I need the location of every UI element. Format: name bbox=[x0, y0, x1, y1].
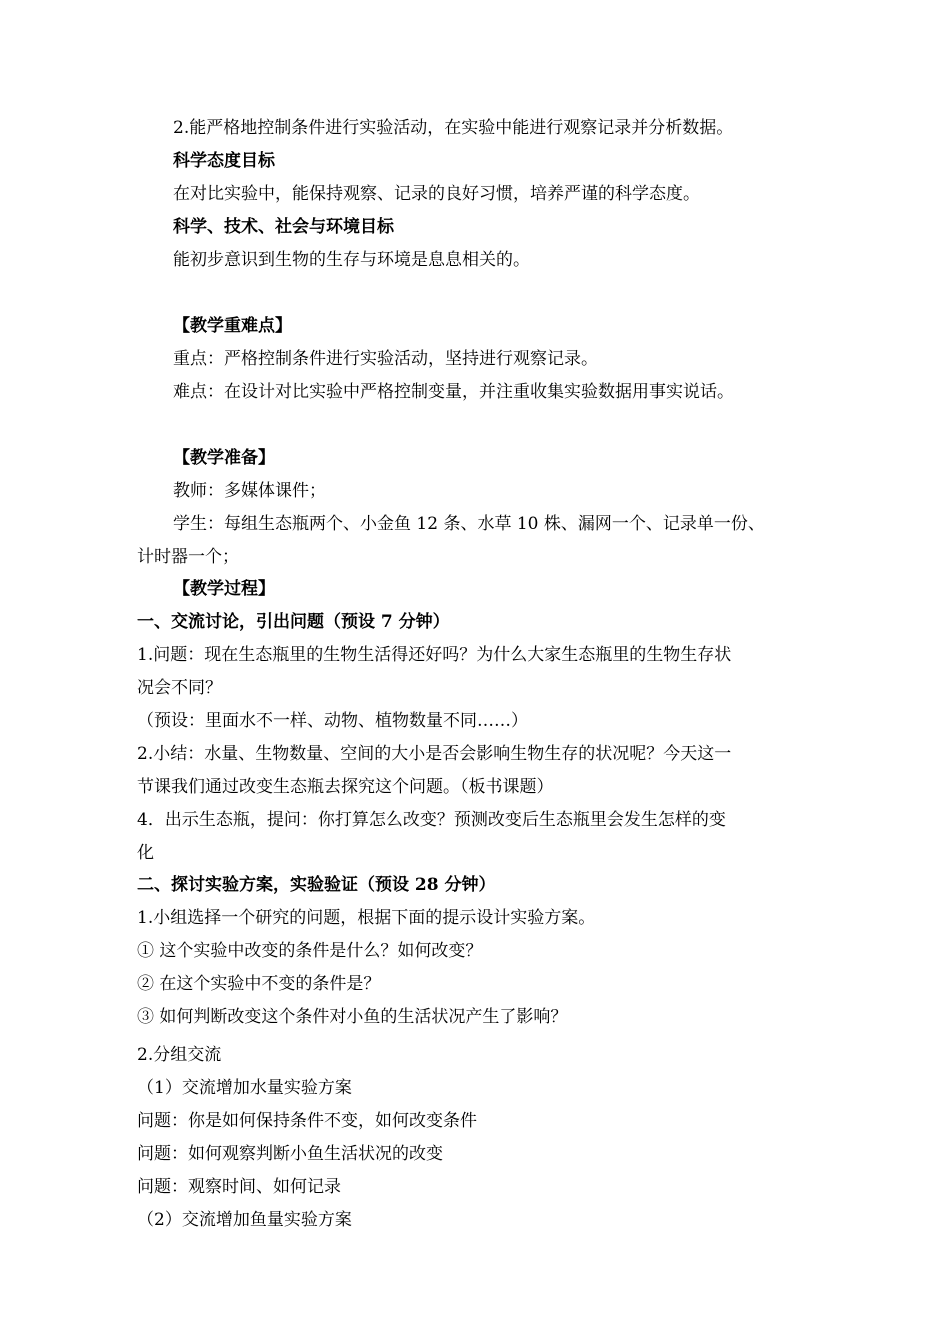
preparation-student-line1: 学生：每组生态瓶两个、小金鱼 12 条、水草 10 株、漏网一个、记录单一份、 bbox=[173, 514, 765, 534]
attitude-objective-title: 科学态度目标 bbox=[173, 151, 275, 171]
section2-heading: 二、探讨实验方案，实验验证（预设 28 分钟） bbox=[137, 875, 496, 895]
attitude-objective-text: 在对比实验中，能保持观察、记录的良好习惯，培养严谨的科学态度。 bbox=[173, 184, 700, 204]
section1-summary-line2: 节课我们通过改变生态瓶去探究这个问题。（板书课题） bbox=[137, 777, 554, 797]
section2-step1: 1.小组选择一个研究的问题，根据下面的提示设计实验方案。 bbox=[137, 908, 596, 928]
section1-heading: 一、交流讨论，引出问题（预设 7 分钟） bbox=[137, 612, 450, 632]
section2-question-a: 问题：你是如何保持条件不变，如何改变条件 bbox=[137, 1111, 477, 1131]
section2-question-c: 问题：观察时间、如何记录 bbox=[137, 1177, 341, 1197]
section2-plan1: （1）交流增加水量实验方案 bbox=[137, 1078, 352, 1098]
key-point-focus: 重点：严格控制条件进行实验活动，坚持进行观察记录。 bbox=[173, 349, 598, 369]
sts-objective-text: 能初步意识到生物的生存与环境是息息相关的。 bbox=[173, 250, 530, 270]
section2-hint2: ② 在这个实验中不变的条件是？ bbox=[137, 974, 381, 994]
key-point-difficulty: 难点：在设计对比实验中严格控制变量，并注重收集实验数据用事实说话。 bbox=[173, 382, 734, 402]
section2-hint1: ① 这个实验中改变的条件是什么？如何改变？ bbox=[137, 941, 483, 961]
sts-objective-title: 科学、技术、社会与环境目标 bbox=[173, 217, 394, 237]
section1-summary-line1: 2.小结：水量、生物数量、空间的大小是否会影响生物生存的状况呢？今天这一 bbox=[137, 744, 732, 764]
section2-plan2: （2）交流增加鱼量实验方案 bbox=[137, 1210, 352, 1230]
section2-question-b: 问题：如何观察判断小鱼生活状况的改变 bbox=[137, 1144, 443, 1164]
section2-hint3: ③ 如何判断改变这个条件对小鱼的生活状况产生了影响？ bbox=[137, 1007, 568, 1027]
objective-skill-2: 2.能严格地控制条件进行实验活动，在实验中能进行观察记录并分析数据。 bbox=[173, 118, 734, 138]
section1-q4-line1: 4．出示生态瓶，提问：你打算怎么改变？预测改变后生态瓶里会发生怎样的变 bbox=[137, 810, 726, 830]
section1-q4-line2: 化 bbox=[137, 843, 154, 863]
section2-step2: 2.分组交流 bbox=[137, 1045, 222, 1065]
process-title: 【教学过程】 bbox=[173, 579, 275, 599]
preparation-student-line2: 计时器一个； bbox=[137, 547, 239, 567]
section1-preset: （预设：里面水不一样、动物、植物数量不同……） bbox=[137, 711, 528, 731]
preparation-title: 【教学准备】 bbox=[173, 448, 275, 468]
preparation-teacher: 教师：多媒体课件； bbox=[173, 481, 326, 501]
section1-question-line2: 况会不同？ bbox=[137, 678, 222, 698]
key-points-title: 【教学重难点】 bbox=[173, 316, 292, 336]
section1-question-line1: 1.问题：现在生态瓶里的生物生活得还好吗？为什么大家生态瓶里的生物生存状 bbox=[137, 645, 732, 665]
